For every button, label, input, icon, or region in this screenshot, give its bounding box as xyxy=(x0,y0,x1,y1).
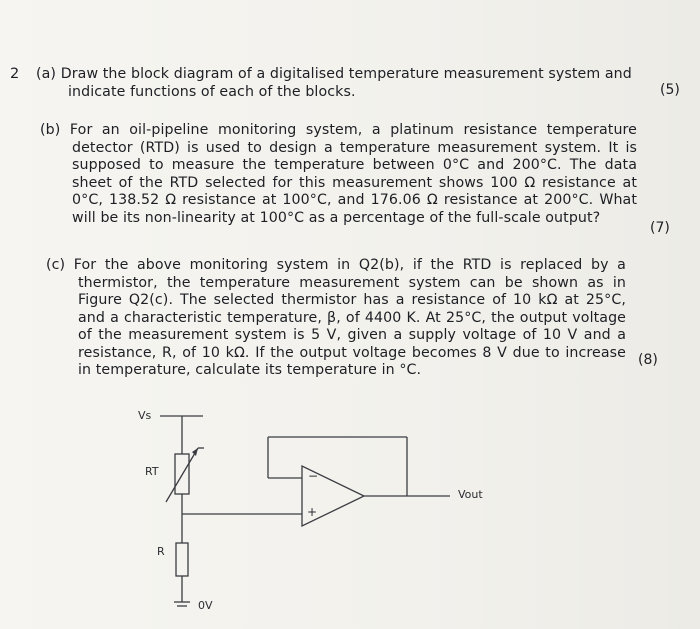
resistor-r xyxy=(176,543,188,576)
inverting-input-sign: − xyxy=(308,469,319,483)
part-a-label: (a) xyxy=(36,66,57,82)
part-a-text: Draw the block diagram of a digitalised temperature measurement system and indicate functions of each of the blocks. xyxy=(60,66,632,100)
vout-label: Vout xyxy=(458,488,483,501)
part-b-marks: (7) xyxy=(650,220,670,236)
part-b-label: (b) xyxy=(40,122,61,138)
part-b-text: For an oil-pipeline monitoring system, a platinum resistance temperature detector (RTD) is used to design a temperature measurement system. It is supposed to measure the temperature between 0°C and 200°C. The data sheet of the RTD selected for this measurement shows 100 Ω resistance at 0°C, 138.52 Ω resistance at 100°C, and 176.06 Ω resistance at 200°C. What will be its non-linearity at 100°C as a percentage of the full-scale output? xyxy=(69,122,637,226)
rt-label: RT xyxy=(145,465,159,478)
ground-label: 0V xyxy=(198,599,213,612)
part-a-marks: (5) xyxy=(660,82,680,98)
part-c-label: (c) xyxy=(46,257,66,273)
vs-label: Vs xyxy=(138,409,152,422)
thermistor-arrowhead xyxy=(192,448,198,456)
noninverting-input-sign: + xyxy=(307,505,318,519)
question-number: 2 xyxy=(10,66,20,82)
part-c-text: For the above monitoring system in Q2(b), if the RTD is replaced by a thermistor, the temperature measurement system can be shown as in Figure Q2(c). The selected thermistor has a resistance of 10 kΩ at 25°C, and a characteristic temperature, β, of 4400 K. At 25°C, the output voltage of the measurement system is 5 V, given a supply voltage of 10 V and a resistance, R, of 10 kΩ. If the output voltage becomes 8 V due to increase in temperature, calculate its temperature in °C. xyxy=(73,257,626,378)
r-label: R xyxy=(157,545,165,558)
part-c-marks: (8) xyxy=(638,352,658,368)
